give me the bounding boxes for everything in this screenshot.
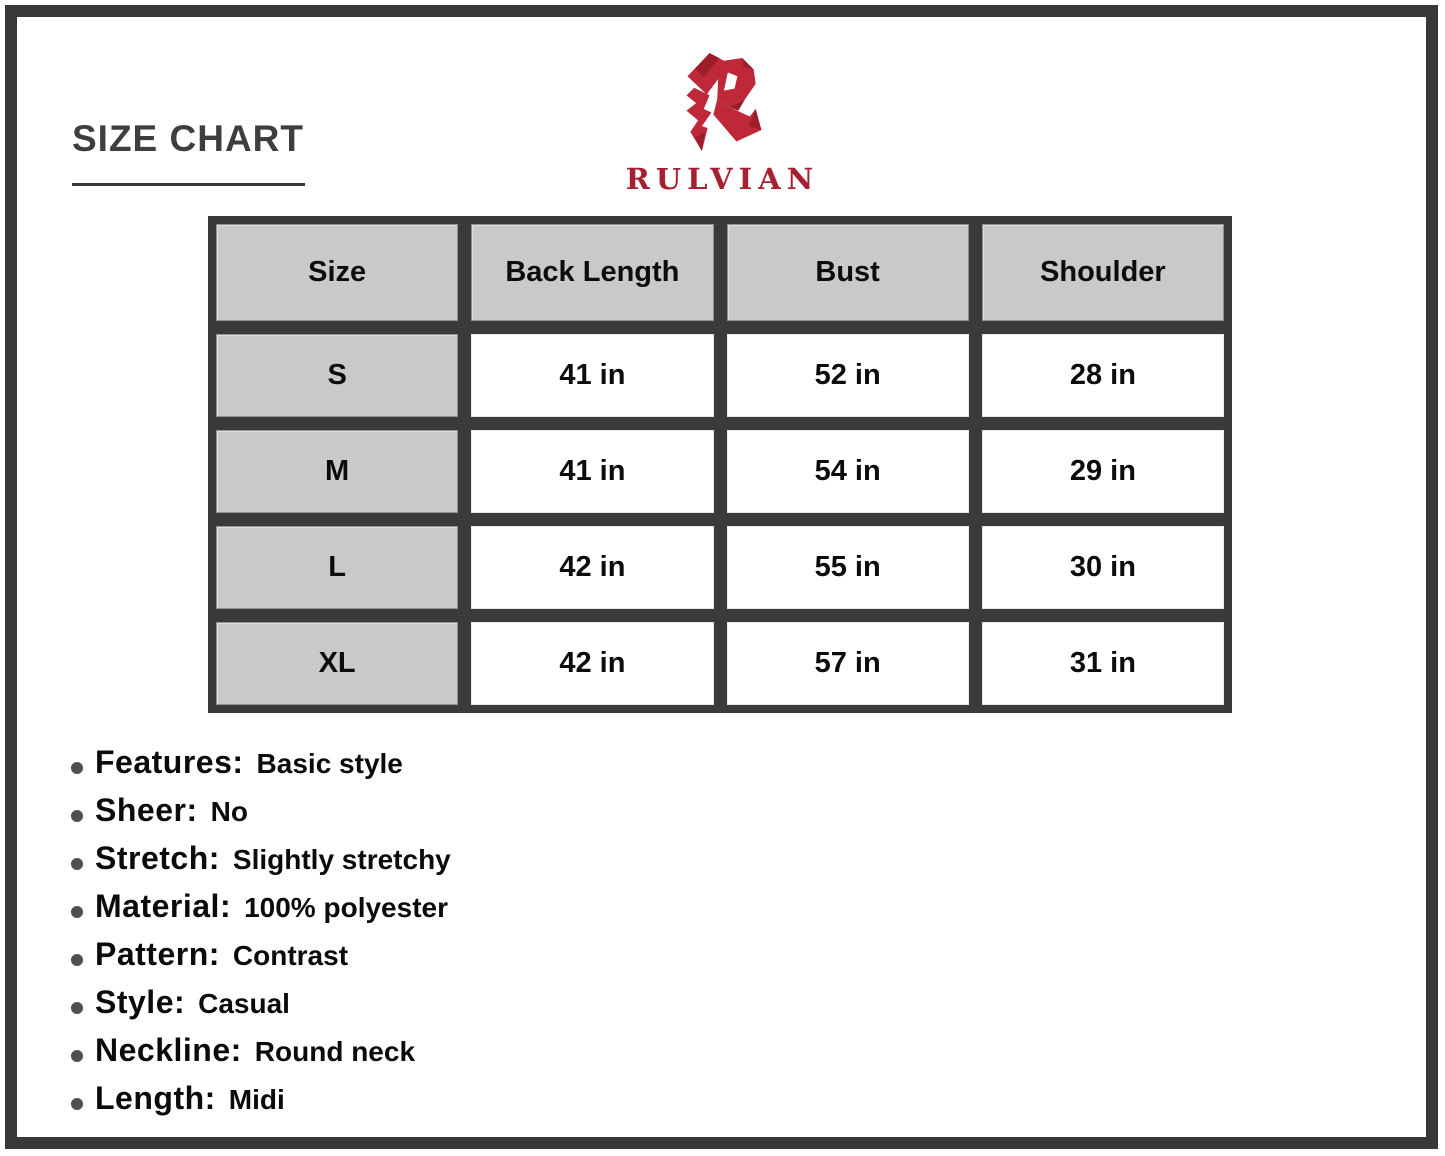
- detail-value: Casual: [198, 988, 290, 1019]
- value-cell: 28 in: [982, 334, 1224, 417]
- value-cell: 31 in: [982, 622, 1224, 705]
- value-cell: 30 in: [982, 526, 1224, 609]
- value-cell: 57 in: [727, 622, 969, 705]
- detail-label: Sheer:: [95, 792, 198, 828]
- page-title: SIZE CHART: [72, 118, 304, 159]
- detail-value: Basic style: [256, 748, 403, 779]
- brand-logo-r-icon: [675, 50, 771, 160]
- bullet-icon: [71, 954, 83, 966]
- bullet-icon: [71, 906, 83, 918]
- detail-value: Midi: [228, 1084, 285, 1115]
- detail-label: Material:: [95, 888, 232, 924]
- detail-value: No: [210, 796, 248, 827]
- detail-label: Stretch:: [95, 840, 220, 876]
- detail-value: Round neck: [254, 1036, 416, 1067]
- detail-label: Neckline:: [95, 1032, 242, 1068]
- size-cell: M: [216, 430, 458, 513]
- list-item: [71, 840, 451, 888]
- value-cell: 41 in: [471, 334, 713, 417]
- product-details-list: [71, 744, 451, 1128]
- value-cell: 29 in: [982, 430, 1224, 513]
- value-cell: 52 in: [727, 334, 969, 417]
- size-cell: S: [216, 334, 458, 417]
- detail-value: Slightly stretchy: [232, 844, 451, 875]
- list-item: [71, 936, 451, 984]
- detail-label: Pattern:: [95, 936, 220, 972]
- value-cell: 42 in: [471, 622, 713, 705]
- bullet-icon: [71, 762, 83, 774]
- size-cell: XL: [216, 622, 458, 705]
- value-cell: 55 in: [727, 526, 969, 609]
- list-item: [71, 888, 451, 936]
- bullet-icon: [71, 1050, 83, 1062]
- list-item: [71, 1080, 451, 1128]
- detail-value: Contrast: [232, 940, 349, 971]
- list-item: [71, 744, 451, 792]
- column-header-shoulder: Shoulder: [982, 224, 1224, 321]
- brand-wordmark: RULVIAN: [625, 162, 820, 196]
- bullet-icon: [71, 810, 83, 822]
- size-chart-table: [208, 216, 1232, 713]
- detail-label: Features:: [95, 744, 244, 780]
- column-header-bust: Bust: [727, 224, 969, 321]
- bullet-icon: [71, 1098, 83, 1110]
- bullet-icon: [71, 1002, 83, 1014]
- value-cell: 42 in: [471, 526, 713, 609]
- brand-block: [0, 50, 1445, 196]
- column-header-back-length: Back Length: [471, 224, 713, 321]
- detail-label: Length:: [95, 1080, 216, 1116]
- list-item: [71, 792, 451, 840]
- list-item: [71, 1032, 451, 1080]
- detail-value: 100% polyester: [244, 892, 448, 923]
- bullet-icon: [71, 858, 83, 870]
- size-cell: L: [216, 526, 458, 609]
- list-item: [71, 984, 451, 1032]
- column-header-size: Size: [216, 224, 458, 321]
- value-cell: 54 in: [727, 430, 969, 513]
- value-cell: 41 in: [471, 430, 713, 513]
- detail-label: Style:: [95, 984, 186, 1020]
